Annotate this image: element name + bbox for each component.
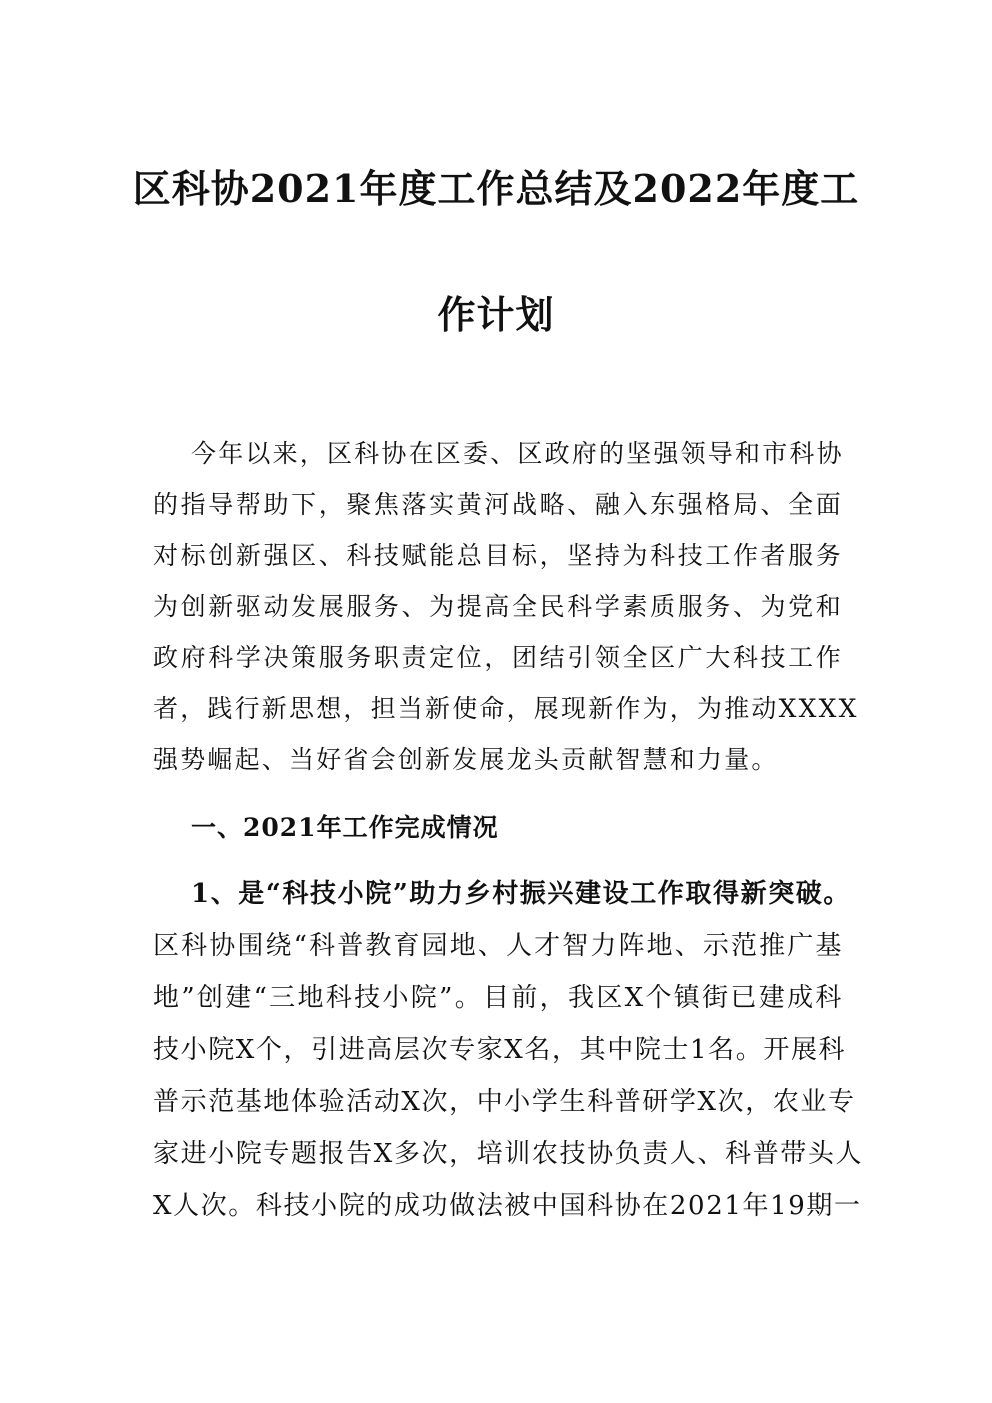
paragraph-line: 对标创新强区、科技赋能总目标，坚持为科技工作者服务 (153, 541, 843, 570)
paragraph-line: 家进小院专题报告X多次，培训农技协负责人、科普带头人 (153, 1139, 864, 1169)
intro-paragraph (153, 428, 859, 785)
paragraph-line: 地”创建“三地科技小院”。目前，我区X个镇街已建成科 (153, 983, 843, 1013)
paragraph-line: 政府科学决策服务职责定位，团结引领全区广大科技工作 (153, 643, 843, 672)
paragraph-line: 今年以来，区科协在区委、区政府的坚强领导和市科协 (191, 439, 844, 468)
document-title-line-1: 区科协2021年度工作总结及2022年度工 (132, 166, 860, 211)
paragraph-line: X人次。科技小院的成功做法被中国科协在2021年19期一 (153, 1191, 862, 1221)
paragraph-line: 区科协围绕“科普教育园地、人才智力阵地、示范推广基 (153, 931, 843, 961)
paragraph-line: 普示范基地体验活动X次，中小学生科普研学X次，农业专 (153, 1087, 856, 1117)
paragraph-line: 为创新驱动发展服务、为提高全民科学素质服务、为党和 (153, 592, 843, 621)
paragraph-line: 技小院X个，引进高层次专家X名，其中院士1名。开展科 (153, 1035, 847, 1065)
paragraph-line: 者，践行新思想，担当新使命，展现新作为，为推动XXXX (153, 694, 859, 723)
paragraph-line: 的指导帮助下，聚焦落实黄河战略、融入东强格局、全面 (153, 490, 843, 519)
item-1-paragraph (153, 868, 864, 1232)
item-lead-sentence: 1、是“科技小院”助力乡村振兴建设工作取得新突破。 (191, 879, 852, 909)
section-heading: 一、2021年工作完成情况 (191, 813, 499, 842)
document-title-line-2: 作计划 (437, 292, 555, 337)
paragraph-line: 强势崛起、当好省会创新发展龙头贡献智慧和力量。 (153, 745, 779, 774)
